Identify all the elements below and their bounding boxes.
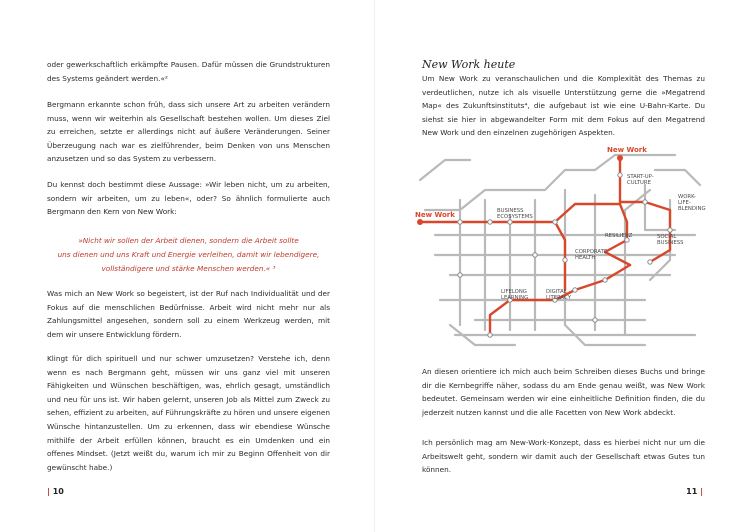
station [618, 173, 622, 177]
terminus-top [617, 155, 623, 161]
page-number-right [686, 487, 703, 496]
track-1 [420, 160, 470, 180]
map-label-start-up-1: START-UP- [627, 174, 654, 180]
terminus-left [417, 219, 423, 225]
map-label-work-life-3: BLENDING [678, 206, 706, 212]
station [593, 318, 597, 322]
paragraph-2: Bergmann erkannte schon früh, dass sich unsere Art zu arbeiten verändern muss, wenn wir weiterhin als Gesellschaft bestehen wollen. Um dieses Ziel zu erreichen, setzte er allerdings nicht auf äußere Veränderungen. Seiner Überzeugung nach war es zielführender, beim Denken von uns Menschen anzusetzen und so das System zu verbessern. [47, 100, 330, 164]
station [533, 253, 537, 257]
station [508, 220, 512, 224]
page-number-bar: | [47, 487, 50, 496]
map-label-corporate-1: CORPORATE [575, 249, 608, 255]
map-label-work-life-1: WORK- [678, 194, 696, 200]
page-number-bar: | [700, 487, 703, 496]
quote-line-3: vollständigere und stärke Menschen werden.« ³ [101, 264, 276, 273]
red-route [420, 160, 670, 335]
map-label-work-life-2: LIFE- [678, 200, 691, 206]
map-label-lifelong-2: LEARNING [501, 295, 529, 301]
quote-line-1: »Nicht wir sollen der Arbeit dienen, sondern die Arbeit sollte [78, 236, 299, 245]
station [648, 260, 652, 264]
station [563, 258, 567, 262]
quote-line-2: uns dienen und uns Kraft und Energie verleihen, damit wir lebendigere, [57, 250, 320, 259]
page-number-value: 10 [52, 487, 64, 496]
section-heading: New Work heute [422, 58, 516, 71]
map-label-social-1: SOCIAL [657, 234, 677, 240]
grey-tracks [420, 155, 700, 345]
paragraph-3: Du kennst doch bestimmt diese Aussage: »Wir leben nicht, um zu arbeiten, sondern wir arbeiten, um zu leben«, oder? So ähnlich formulierte auch Bergmann den Kern von New Work: [47, 180, 330, 217]
track-17 [595, 155, 675, 170]
track-16 [425, 170, 595, 210]
map-label-resilienz: RESILIENZ [605, 233, 633, 239]
map-label-corporate-2: HEALTH [575, 255, 596, 261]
paragraph-1: oder gewerkschaftlich erkämpfte Pausen. Dafür müssen die Grundstrukturen des Systems geändert werden.«² [47, 60, 330, 83]
map-label-digital-1: DIGITAL [546, 289, 567, 295]
right-page [375, 0, 750, 532]
map-label-start-up-2: CULTURE [627, 180, 651, 186]
paragraph-5: Klingt für dich spirituell und nur schwer umzusetzen? Verstehe ich, denn wenn es nach Bergmann geht, müssen wir uns ganz viel mit unseren Fähigkeiten und Wünschen beschäftigen, was, ehrlich gesagt, umständlich und neu für uns ist. Wir haben gelernt, unseren Job als Mittel zum Zweck zu sehen, effizient zu arbeiten, auf Führungskräfte zu hören und unsere eigenen Wünsche hintanzustellen. Um zu erkennen, dass wir ebendiese Wünsche mithilfe der Arbeit erfüllen können, braucht es ein Umdenken und ein offenes Mindset. (Jetzt weißt du, warum ich mir zu Beginn Offenheit von dir gewünscht habe.) [47, 354, 330, 472]
track-18 [655, 170, 700, 185]
station [603, 278, 607, 282]
map-label-business-1: BUSINESS [497, 208, 524, 214]
station [458, 220, 462, 224]
paragraph-4: Was mich an New Work so begeistert, ist der Ruf nach Individualität und der Fokus auf die menschlichen Bedürfnisse. Arbeit wird nicht mehr nur als Zahlungsmittel angesehen, sondern soll zu einem Werkzeug werden, mit dem wir unsere Entwicklung fördern. [47, 289, 330, 339]
map-label-new-work-top: New Work [607, 146, 647, 154]
station [668, 228, 672, 232]
map-label-lifelong-1: LIFELONG [501, 289, 527, 295]
station [488, 220, 492, 224]
station [573, 288, 577, 292]
paragraph-intro: Um New Work zu veranschaulichen und die Komplexität des Themas zu verdeutlichen, nutze ich als visuelle Unterstützung gerne die »Megatrend Map« des Zukunftsinstituts⁴, die aufgebaut ist wie eine U-Bahn-Karte. Du siehst sie hier in abgewandelter Form mit dem Fokus auf den Megatrend New Work und den einzelnen zugehörigen Aspekten. [422, 74, 705, 138]
paragraph-personal: Ich persönlich mag am New-Work-Konzept, dass es hierbei nicht nur um die Arbeitswelt geht, sondern wir damit auch der Gesellschaft etwas Gutes tun können. [422, 438, 705, 475]
megatrend-map [415, 140, 715, 350]
station [488, 333, 492, 337]
station [643, 200, 647, 204]
station [458, 273, 462, 277]
page-number-value: 11 [686, 487, 698, 496]
page-number-left [47, 487, 64, 496]
map-label-social-2: BUSINESS [657, 240, 684, 246]
bergmann-quote [47, 234, 330, 276]
station [553, 220, 557, 224]
map-label-digital-2: LITERACY [546, 295, 571, 301]
paragraph-definition: An diesen orientiere ich mich auch beim Schreiben dieses Buchs und bringe dir die Kernbegriffe näher, sodass du am Ende genau weißt, was New Work bedeutet. Gemeinsam werden wir eine einheitliche Definition finden, die du jederzeit nutzen kannst und die alle Facetten von New Work abdeckt. [422, 367, 705, 417]
map-label-business-2: ECOSYSTEMS [497, 214, 533, 220]
map-label-new-work-left: New Work [415, 211, 455, 219]
